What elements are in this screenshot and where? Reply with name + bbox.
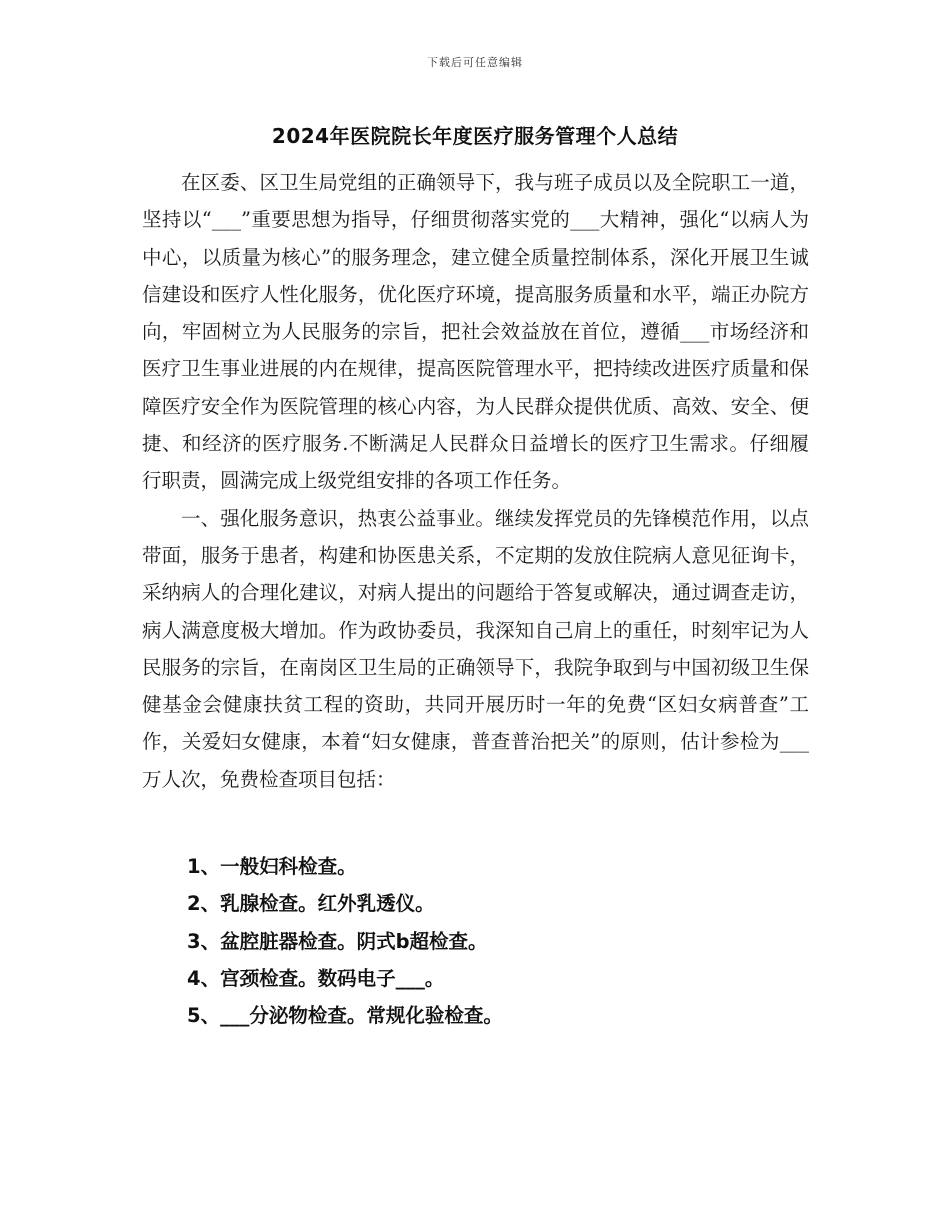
page-header-note: 下载后可任意编辑 xyxy=(427,56,523,69)
list-item: 5、___分泌物检查。常规化验检查。 xyxy=(187,1004,503,1028)
exam-items-list xyxy=(187,848,807,1034)
paragraph-intro: 在区委、区卫生局党组的正确领导下，我与班子成员以及全院职工一道，坚持以“___”重要思想为指导，仔细贯彻落实党的___大精神，强化“以病人为中心，以质量为核心”的服务理念，建立健全质量控制体系，深化开展卫生诚信建设和医疗人性化服务，优化医疗环境，提高服务质量和水平，端正办院方向，牢固树立为人民服务的宗旨，把社会效益放在首位，遵循___市场经济和医疗卫生事业进展的内在规律，提高医院管理水平，把持续改进医疗质量和保障医疗安全作为医院管理的核心内容，为人民群众提供优质、高效、安全、便捷、和经济的医疗服务.不断满足人民群众日益增长的医疗卫生需求。仔细履行职责，圆满完成上级党组安排的各项工作任务。 xyxy=(142,171,809,493)
list-item: 4、宫颈检查。数码电子___。 xyxy=(187,966,445,990)
document-body xyxy=(142,164,809,798)
paragraph-section-one: 一、强化服务意识，热衷公益事业。继续发挥党员的先锋模范作用，以点带面，服务于患者，构建和协医患关系，不定期的发放住院病人意见征询卡，采纳病人的合理化建议，对病人提出的问题给于答复或解决，通过调查走访，病人满意度极大增加。作为政协委员，我深知自己肩上的重任，时刻牢记为人民服务的宗旨，在南岗区卫生局的正确领导下，我院争取到与中国初级卫生保健基金会健康扶贫工程的资助，共同开展历时一年的免费“区妇女病普查”工作，关爱妇女健康，本着“妇女健康，普查普治把关”的原则，估计参检为___万人次，免费检查项目包括： xyxy=(142,506,809,791)
list-item: 1、一般妇科检查。 xyxy=(187,855,357,878)
list-item: 2、乳腺检查。红外乳透仪。 xyxy=(187,892,435,916)
list-item: 3、盆腔脏器检查。阴式b超检查。 xyxy=(187,929,488,953)
document-title: 2024年医院院长年度医疗服务管理个人总结 xyxy=(271,124,679,148)
